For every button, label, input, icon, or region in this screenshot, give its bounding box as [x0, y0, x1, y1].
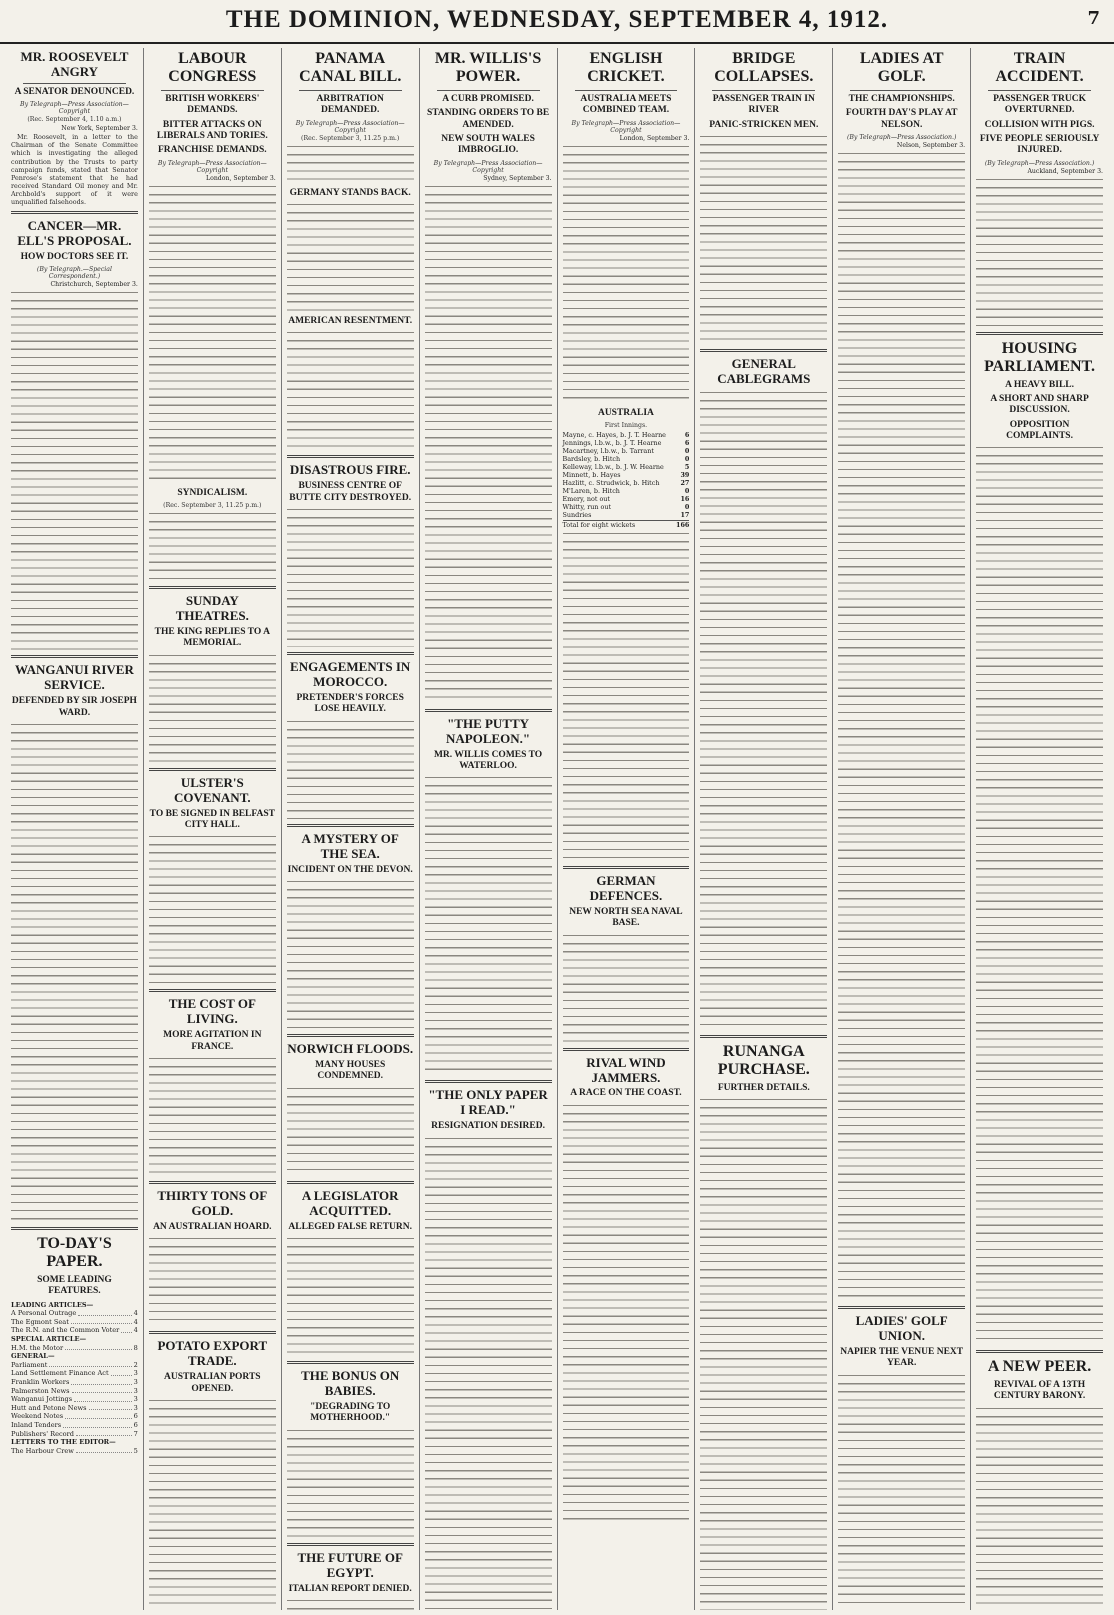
- toc-item: The Egmont Seat 4: [11, 1317, 138, 1326]
- subhead-train-2: COLLISION WITH PIGS.: [984, 119, 1095, 130]
- toc-item: Parliament 2: [11, 1360, 138, 1369]
- subhead-todays-paper: SOME LEADING FEATURES.: [37, 1274, 112, 1297]
- scorecard: [563, 431, 690, 529]
- headline-train: TRAIN ACCIDENT.: [995, 50, 1084, 86]
- column-5: [558, 48, 696, 1610]
- article-text-syndicalism: [149, 511, 276, 581]
- toc-item: A Personal Outrage 4: [11, 1309, 138, 1318]
- divider: [287, 1181, 414, 1184]
- article-text-fire: [287, 507, 414, 647]
- subhead-bridge-1: PASSENGER TRAIN IN RIVER: [712, 93, 815, 116]
- subhead-labour-2: BITTER ATTACKS ON LIBERALS AND TORIES.: [156, 119, 268, 141]
- divider: [149, 1331, 276, 1334]
- date-train: Auckland, September 3.: [1027, 167, 1103, 175]
- article-text-germany: [287, 202, 414, 312]
- date-roosevelt: New York, September 3.: [61, 125, 138, 133]
- dateline-roosevelt: By Telegraph—Press Association—Copyright: [20, 101, 129, 116]
- subhead-labour-3: FRANCHISE DEMANDS.: [157, 145, 267, 156]
- score-row: Bardsley, b. Hitch 0: [562, 454, 690, 463]
- headline-ladiesunion: LADIES' GOLF UNION.: [855, 1312, 948, 1343]
- divider: [149, 768, 276, 771]
- dateline-willis: By Telegraph—Press Association—Copyright: [433, 159, 543, 174]
- article-text-costliving: [149, 1056, 276, 1176]
- column-4: [420, 48, 558, 1610]
- subhead-housing-1: A HEAVY BILL.: [1005, 379, 1075, 390]
- dateline-golf: (By Telegraph—Press Association.): [846, 133, 957, 141]
- divider: [437, 90, 540, 91]
- subhead-potato: AUSTRALIAN PORTS OPENED.: [164, 1372, 261, 1394]
- divider: [425, 709, 552, 712]
- dateline-cricket: By Telegraph—Press Association—Copyright: [571, 119, 681, 134]
- column-2: [144, 48, 282, 1610]
- score-row: Sundries 17: [562, 510, 690, 519]
- headline-panama: PANAMA CANAL BILL.: [299, 50, 402, 86]
- toc-item: H.M. the Motor 8: [11, 1343, 138, 1352]
- headline-germandef: GERMAN DEFENCES.: [589, 872, 663, 903]
- score-row: Hazlitt, c. Strudwick, b. Hitch 27: [562, 478, 690, 487]
- subhead-housing-2: A SHORT AND SHARP DISCUSSION.: [990, 393, 1089, 416]
- subhead-morocco: PRETENDER'S FORCES LOSE HEAVILY.: [296, 692, 404, 715]
- toc-section-title: GENERAL—: [11, 1352, 55, 1361]
- divider: [299, 90, 402, 91]
- toc-section-title: SPECIAL ARTICLE—: [11, 1334, 87, 1343]
- score-row: M'Laren, b. Hitch 0: [562, 486, 690, 495]
- divider: [287, 455, 414, 458]
- article-text-potato: [149, 1398, 276, 1610]
- subhead-panama: ARBITRATION DEMANDED.: [316, 93, 384, 116]
- subhead-peer: REVIVAL OF A 13TH CENTURY BARONY.: [993, 1379, 1086, 1402]
- toc-section-title: LEADING ARTICLES—: [11, 1300, 94, 1309]
- article-text-jammers: [563, 1103, 690, 1523]
- divider: [11, 1227, 138, 1230]
- divider: [161, 90, 264, 91]
- subhead-costliving: MORE AGITATION IN FRANCE.: [163, 1030, 262, 1052]
- article-text-onlypaper: [425, 1136, 552, 1610]
- article-text-ladiesunion: [838, 1373, 965, 1610]
- divider: [838, 1306, 965, 1309]
- subhead-onlypaper: RESIGNATION DESIRED.: [431, 1121, 545, 1132]
- newspaper-title: THE DOMINION, WEDNESDAY, SEPTEMBER 4, 1912.: [225, 6, 889, 33]
- article-text-cancer: [11, 290, 138, 650]
- subhead-norwich: MANY HOUSES CONDEMNED.: [315, 1059, 386, 1082]
- date-cancer: Christchurch, September 3.: [50, 281, 138, 289]
- subhead-willis-2: STANDING ORDERS TO BE AMENDED.: [426, 108, 550, 130]
- dateline-labour: By Telegraph—Press Association—Copyright: [157, 159, 267, 174]
- toc-item: Publishers' Record 7: [11, 1429, 138, 1438]
- subhead-labour-1: BRITISH WORKERS' DEMANDS.: [165, 93, 260, 116]
- divider: [287, 1543, 414, 1546]
- subhead-mystery: INCIDENT ON THE DEVON.: [287, 864, 413, 875]
- divider: [149, 586, 276, 589]
- divider: [850, 90, 953, 91]
- toc-item: The Harbour Crew 5: [11, 1446, 138, 1455]
- subhead-willis-3: NEW SOUTH WALES IMBROGLIO.: [441, 133, 535, 156]
- headline-roosevelt: MR. ROOSEVELT ANGRY: [20, 49, 129, 79]
- score-row: Minnett, b. Hayes 39: [562, 470, 690, 479]
- divider: [287, 1034, 414, 1037]
- headline-jammers: RIVAL WIND JAMMERS.: [586, 1054, 666, 1085]
- article-text-putty: [425, 775, 552, 1075]
- article-text-labour: [149, 184, 276, 484]
- headline-cables: GENERAL CABLEGRAMS: [717, 355, 811, 386]
- scorecard-title: AUSTRALIA: [597, 407, 654, 418]
- article-text-sunday: [149, 653, 276, 763]
- article-text-legislator: [287, 1236, 414, 1356]
- article-text-ulster: [149, 834, 276, 984]
- article-text-mystery: [287, 879, 414, 1029]
- subhead-train-3: FIVE PEOPLE SERIOUSLY INJURED.: [979, 133, 1100, 156]
- divider: [575, 90, 678, 91]
- subhead-germandef: NEW NORTH SEA NAVAL BASE.: [569, 906, 683, 929]
- subhead-ladiesunion: NAPIER THE VENUE NEXT YEAR.: [840, 1346, 964, 1369]
- headline-american: AMERICAN RESENTMENT.: [288, 315, 413, 326]
- divider: [11, 211, 138, 214]
- article-text-runanga: [700, 1097, 827, 1610]
- divider: [149, 1181, 276, 1184]
- scorecard-innings: First Innings.: [604, 421, 648, 429]
- article-text-gold: [149, 1236, 276, 1326]
- headline-cricket: ENGLISH CRICKET.: [587, 50, 665, 86]
- column-3: [282, 48, 420, 1610]
- column-8: [971, 48, 1108, 1610]
- headline-gold: THIRTY TONS OF GOLD.: [157, 1188, 268, 1219]
- toc-item: The R.N. and the Common Voter 4: [11, 1326, 138, 1335]
- article-text-golf: [838, 151, 965, 1301]
- page-number: 7: [1087, 8, 1100, 29]
- article-text-cables: [700, 390, 827, 1030]
- headline-todays-paper: TO-DAY'S PAPER.: [37, 1235, 112, 1271]
- headline-fire: DISASTROUS FIRE.: [289, 462, 411, 478]
- headline-costliving: THE COST OF LIVING.: [168, 996, 256, 1027]
- subhead-putty: MR. WILLIS COMES TO WATERLOO.: [433, 749, 543, 771]
- subhead-bridge-2: PANIC-STRICKEN MEN.: [709, 119, 819, 130]
- divider: [287, 652, 414, 655]
- article-text-train: [976, 177, 1103, 327]
- headline-ulster: ULSTER'S COVENANT.: [173, 774, 251, 805]
- article-text-cricket: [563, 144, 690, 404]
- subhead-cancer: HOW DOCTORS SEE IT.: [20, 251, 129, 262]
- divider: [976, 332, 1103, 335]
- received-panama: (Rec. September 3, 11.25 p.m.): [301, 134, 400, 142]
- subhead-roosevelt: A SENATOR DENOUNCED.: [14, 86, 135, 97]
- received-syndicalism: (Rec. September 3, 11.25 p.m.): [163, 502, 262, 510]
- headline-wanganui: WANGANUI RIVER SERVICE.: [15, 662, 134, 693]
- subhead-gold: AN AUSTRALIAN HOARD.: [153, 1221, 272, 1232]
- date-labour: London, September 3.: [205, 174, 276, 182]
- score-row: Macartney, l.b.w., b. Tarrant 0: [562, 446, 690, 455]
- column-6: [695, 48, 833, 1610]
- score-total: Total for eight wickets 166: [562, 520, 690, 529]
- dateline-train: (By Telegraph—Press Association.): [984, 159, 1095, 167]
- article-text-morocco: [287, 719, 414, 819]
- score-row: Jennings, l.b.w., b. J. T. Hearne 6: [562, 438, 690, 447]
- column-7: [833, 48, 971, 1610]
- subhead-golf-2: FOURTH DAY'S PLAY AT NELSON.: [845, 108, 958, 130]
- divider: [988, 90, 1091, 91]
- divider: [425, 1080, 552, 1083]
- subhead-egypt: ITALIAN REPORT DENIED.: [288, 1583, 412, 1594]
- body-roosevelt: Mr. Roosevelt, in a letter to the Chairman of the Senate Committee which is investigating the alleged contribution by the Trusts to party campaign funds, stated that Senator Penrose's statement that he had received Standard Oil money and Mr. Archbold's support of it were unqualified falsehoods.: [11, 133, 138, 207]
- score-row: Kelleway, l.b.w., b. J. W. Hearne 5: [562, 462, 690, 471]
- subhead-runanga: FURTHER DETAILS.: [717, 1082, 810, 1093]
- divider: [976, 1350, 1103, 1353]
- headline-syndicalism: SYNDICALISM.: [177, 487, 248, 498]
- toc-section-title: LETTERS TO THE EDITOR—: [11, 1438, 116, 1447]
- divider: [287, 824, 414, 827]
- headline-mystery: A MYSTERY OF THE SEA.: [301, 830, 399, 861]
- headline-sunday: SUNDAY THEATRES.: [175, 593, 249, 624]
- date-cricket: London, September 3.: [619, 134, 690, 142]
- headline-bridge: BRIDGE COLLAPSES.: [714, 50, 814, 86]
- divider: [563, 866, 690, 869]
- divider: [700, 1035, 827, 1038]
- headline-putty: "THE PUTTY NAPOLEON.": [445, 715, 531, 746]
- article-text-babies: [287, 1428, 414, 1538]
- headline-labour: LABOUR CONGRESS: [168, 50, 257, 86]
- subhead-fire: BUSINESS CENTRE OF BUTTE CITY DESTROYED.: [289, 481, 412, 503]
- headline-potato: POTATO EXPORT TRADE.: [157, 1338, 268, 1369]
- headline-golf: LADIES AT GOLF.: [859, 50, 944, 86]
- date-willis: Sydney, September 3.: [483, 174, 552, 182]
- divider: [287, 1361, 414, 1364]
- dateline-cancer: (By Telegraph.—Special Correspondent.): [36, 266, 112, 281]
- headline-morocco: ENGAGEMENTS IN MOROCCO.: [290, 659, 411, 689]
- headline-peer: A NEW PEER.: [987, 1358, 1092, 1376]
- toc-item: Wanganui Jottings 3: [11, 1395, 138, 1404]
- article-text-willis: [425, 184, 552, 704]
- headline-egypt: THE FUTURE OF EGYPT.: [297, 1549, 403, 1580]
- toc-item: Hutt and Petone News 3: [11, 1403, 138, 1412]
- article-text-norwich: [287, 1086, 414, 1176]
- article-text-peer: [976, 1406, 1103, 1610]
- subhead-train-1: PASSENGER TRUCK OVERTURNED.: [993, 93, 1086, 116]
- subhead-sunday: THE KING REPLIES TO A MEMORIAL.: [154, 627, 270, 649]
- article-text-wanganui: [11, 722, 138, 1222]
- todays-paper-index: [11, 1301, 138, 1456]
- headline-cancer: CANCER—MR. ELL'S PROPOSAL.: [17, 218, 132, 249]
- article-text-housing: [976, 445, 1103, 1345]
- toc-item: Inland Tenders 6: [11, 1420, 138, 1429]
- toc-item: Franklin Workers 3: [11, 1377, 138, 1386]
- received-roosevelt: (Rec. September 4, 1.10 a.m.): [27, 116, 122, 124]
- headline-housing: HOUSING PARLIAMENT.: [984, 339, 1096, 376]
- article-text-panama: [287, 144, 414, 184]
- article-text-american: [287, 330, 414, 450]
- masthead: [0, 0, 1114, 44]
- divider: [11, 655, 138, 658]
- divider: [712, 90, 815, 91]
- divider: [700, 349, 827, 352]
- article-text-egypt: [287, 1598, 414, 1610]
- divider: [563, 1048, 690, 1051]
- subhead-legislator: ALLEGED FALSE RETURN.: [288, 1221, 412, 1232]
- headline-willis: MR. WILLIS'S POWER.: [434, 50, 542, 86]
- score-row: Mayne, c. Hayes, b. J. T. Hearne 6: [562, 430, 690, 439]
- article-text-germandef: [563, 933, 690, 1043]
- subhead-willis-1: A CURB PROMISED.: [442, 93, 534, 104]
- subhead-wanganui: DEFENDED BY SIR JOSEPH WARD.: [11, 696, 137, 718]
- dateline-panama: By Telegraph—Press Association—Copyright: [295, 119, 405, 134]
- score-row: Emery, not out 16: [562, 494, 690, 503]
- divider: [23, 83, 126, 84]
- subhead-golf-1: THE CHAMPIONSHIPS.: [848, 93, 955, 104]
- score-row: Whitty, run out 0: [562, 502, 690, 511]
- article-text-bridge: [700, 134, 827, 344]
- headline-babies: THE BONUS ON BABIES.: [301, 1367, 400, 1398]
- toc-item: Land Settlement Finance Act 3: [11, 1369, 138, 1378]
- page-columns: [6, 48, 1108, 1610]
- toc-item: Weekend Notes 6: [11, 1412, 138, 1421]
- toc-item: Palmerston News 3: [11, 1386, 138, 1395]
- subhead-jammers: A RACE ON THE COAST.: [570, 1088, 682, 1099]
- headline-germany: GERMANY STANDS BACK.: [289, 187, 411, 198]
- subhead-housing-3: OPPOSITION COMPLAINTS.: [1006, 419, 1073, 442]
- headline-onlypaper: "THE ONLY PAPER I READ.": [428, 1087, 548, 1118]
- headline-legislator: A LEGISLATOR ACQUITTED.: [301, 1187, 399, 1218]
- subhead-babies: "DEGRADING TO MOTHERHOOD.": [310, 1401, 391, 1424]
- headline-norwich: NORWICH FLOODS.: [287, 1040, 414, 1056]
- headline-runanga: RUNANGA PURCHASE.: [717, 1042, 810, 1079]
- article-text-cricket-2: [563, 531, 690, 861]
- subhead-cricket: AUSTRALIA MEETS COMBINED TEAM.: [580, 93, 672, 116]
- divider: [149, 989, 276, 992]
- subhead-ulster: TO BE SIGNED IN BELFAST CITY HALL.: [149, 808, 275, 831]
- column-1: [6, 48, 144, 1610]
- date-golf: Nelson, September 3.: [896, 141, 966, 149]
